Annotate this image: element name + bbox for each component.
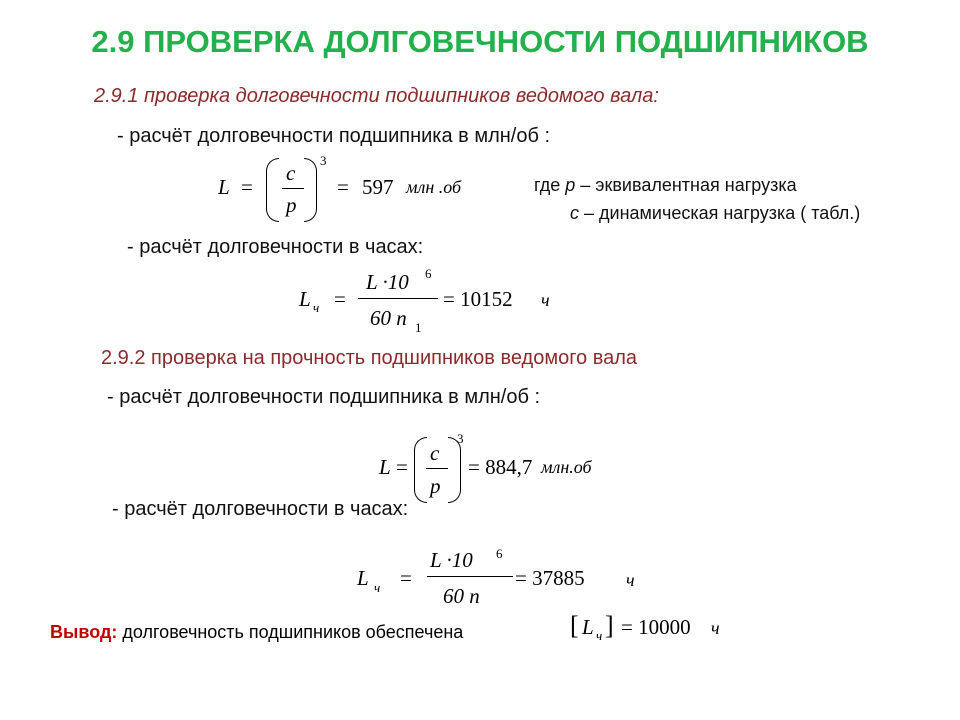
legend-p bbox=[534, 175, 797, 196]
fraction-numerator: c bbox=[430, 441, 440, 465]
fraction-bar bbox=[358, 298, 438, 299]
page-title: 2.9 ПРОВЕРКА ДОЛГОВЕЧНОСТИ ПОДШИПНИКОВ bbox=[91, 24, 869, 59]
formula-unit: ч bbox=[541, 290, 550, 310]
right-bracket: ] bbox=[605, 611, 614, 640]
formula-unit: ч bbox=[711, 618, 720, 638]
denominator-subscript: 1 bbox=[415, 320, 422, 335]
conclusion-label: Вывод: bbox=[50, 622, 118, 642]
fraction-bar bbox=[426, 468, 448, 469]
formula-equals: = bbox=[334, 287, 346, 311]
legend-p-text: – эквивалентная нагрузка bbox=[575, 175, 797, 195]
formula-lhs-subscript: ч bbox=[596, 628, 603, 643]
formula-lhs-subscript: ч bbox=[313, 300, 320, 315]
legend-c-text: – динамическая нагрузка ( табл.) bbox=[579, 203, 861, 223]
formula-lhs: L bbox=[299, 287, 311, 311]
formula-unit: ч bbox=[626, 570, 635, 590]
numerator-exponent: 6 bbox=[425, 266, 432, 281]
formula-unit: млн.об bbox=[541, 457, 592, 477]
legend-p-var: p bbox=[565, 175, 576, 195]
formula-equals: = bbox=[400, 566, 412, 590]
legend-prefix: где bbox=[534, 175, 566, 195]
formula-lhs: L bbox=[582, 615, 594, 639]
formula-equals: = bbox=[396, 455, 408, 479]
bullet-durability-mln-1: - расчёт долговечности подшипника в млн/об : bbox=[117, 125, 551, 147]
fraction-denominator: p bbox=[430, 474, 441, 498]
fraction-numerator: L ·10 bbox=[430, 548, 473, 572]
fraction-numerator: c bbox=[286, 161, 296, 185]
section-heading-1: 2.9.1 проверка долговечности подшипников ведомого вала: bbox=[94, 85, 659, 107]
fraction-numerator: L ·10 bbox=[366, 270, 409, 294]
bullet-durability-hours-1: - расчёт долговечности в часах: bbox=[127, 236, 424, 258]
bullet-durability-hours-2: - расчёт долговечности в часах: bbox=[112, 498, 409, 520]
formula-result: = 884,7 bbox=[468, 455, 533, 479]
fraction-bar bbox=[282, 188, 304, 189]
bullet-durability-mln-2: - расчёт долговечности подшипника в млн/об : bbox=[107, 386, 541, 408]
formula-result: 597 bbox=[362, 175, 394, 199]
formula-lhs: L bbox=[218, 175, 230, 199]
fraction-denominator: 60 n bbox=[443, 584, 480, 608]
formula-result: = 37885 bbox=[515, 566, 585, 590]
formula-result: = 10152 bbox=[443, 287, 513, 311]
numerator-exponent: 6 bbox=[496, 546, 503, 561]
fraction-bar bbox=[427, 576, 513, 577]
fraction-denominator: p bbox=[286, 193, 297, 217]
left-bracket: [ bbox=[570, 611, 579, 640]
formula-equals: = bbox=[241, 175, 253, 199]
conclusion bbox=[50, 622, 463, 643]
formula-lhs-subscript: ч bbox=[374, 580, 381, 595]
formula-equals-2: = bbox=[337, 175, 349, 199]
legend-c-var: c bbox=[570, 203, 579, 223]
left-paren bbox=[414, 437, 427, 503]
left-paren bbox=[266, 158, 279, 222]
legend-c bbox=[570, 203, 860, 224]
fraction-denominator: 60 n bbox=[370, 306, 407, 330]
formula-result: = 10000 bbox=[621, 615, 691, 639]
exponent: 3 bbox=[457, 431, 464, 446]
formula-unit: млн .об bbox=[406, 177, 462, 197]
formula-lhs: L bbox=[379, 455, 391, 479]
conclusion-text: долговечность подшипников обеспечена bbox=[117, 622, 464, 642]
formula-lhs: L bbox=[357, 566, 369, 590]
right-paren bbox=[304, 158, 317, 222]
section-heading-2: 2.9.2 проверка на прочность подшипников ведомого вала bbox=[101, 347, 638, 369]
exponent: 3 bbox=[320, 153, 327, 168]
